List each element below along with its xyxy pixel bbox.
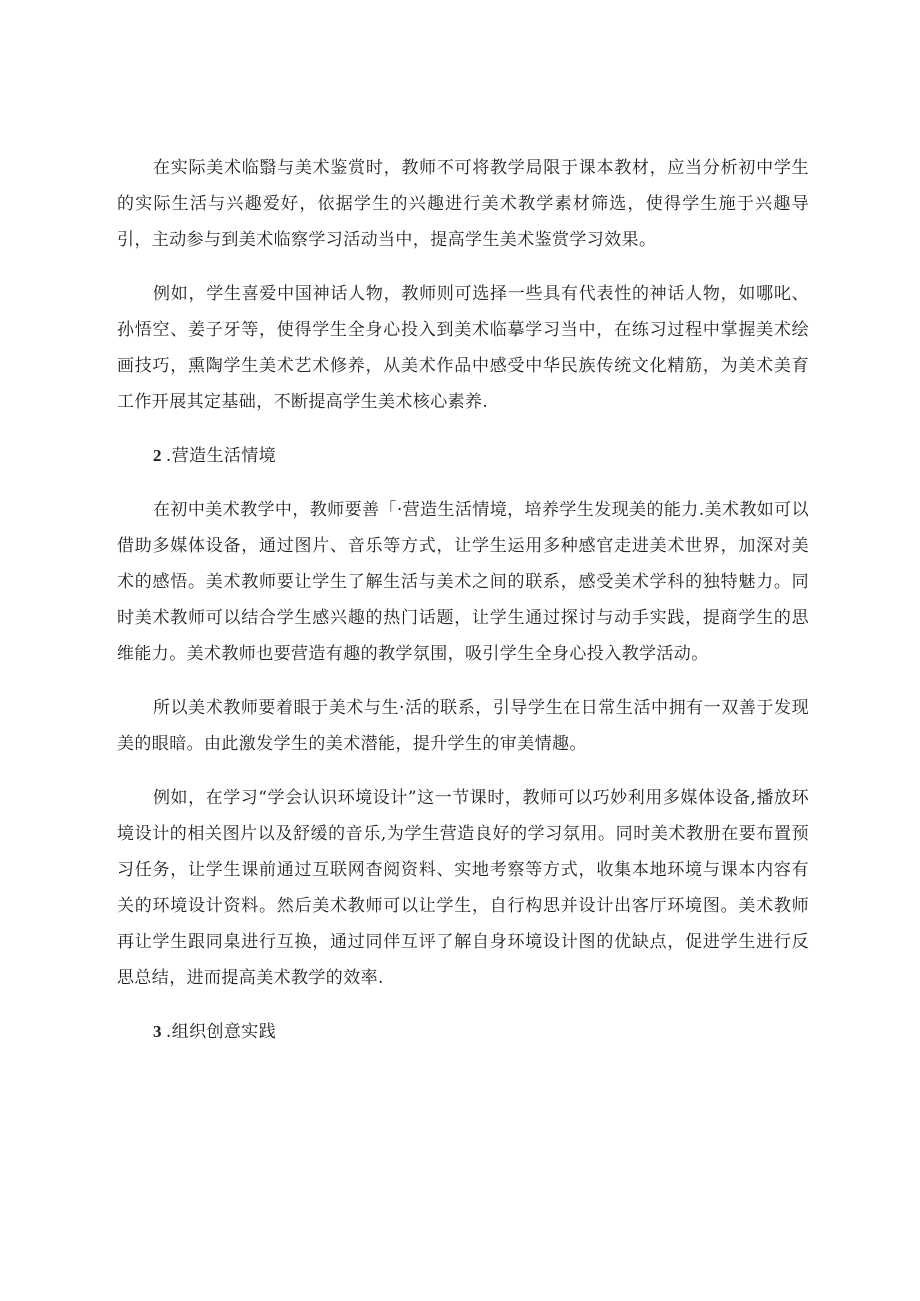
paragraph: 例如，学生喜爱中国神话人物，教师则可选择一些具有代表性的神话人物，如哪叱、孙悟空、姜子牙等，使得学生全身心投入到美术临摹学习当中，在练习过程中掌握美术绘画技巧，熏陶学生美术艺术修养，从美术作品中感受中华民族传统文化精筋，为美术美育工作开展其定基础，不断提高学生美术核心素养. bbox=[117, 284, 809, 412]
paragraph: 在初中美术教学中，教师要善「·营造生活情境，培养学生发现美的能力.美术教如可以借助多媒体设备，通过图片、音乐等方式，让学生运用多种感官走进美术世界，加深对美术的感悟。美术教师要让学生了解生活与美术之间的联系，感受美术学科的独特魅力。同时美术教师可以结合学生感兴趣的热门话题，让学生通过探讨与动手实践，提商学生的思维能力。美术教师也要营造有趣的教学氛围，吸引学生全身心投入教学活动。 bbox=[117, 500, 809, 664]
section-title: .组织创意实践 bbox=[165, 1022, 277, 1042]
section-title: .营造生活情境 bbox=[165, 446, 277, 466]
paragraph: 例如，在学习“学会认识环境设计”这一节课时，教师可以巧妙利用多媒体设备,播放环境设计的相关图片以及舒缓的音乐,为学生营造良好的学习氛用。同时美术教册在要布置预习任务，让学生课前通过互联网杳阅资料、实地考察等方式，收集本地环境与课本内容有关的环境设计资料。然后美术教师可以让学生，自行构思并设计出客厅环境图。美术教师再让学生跟同臬进行互换，通过同伴互评了解自身环境设计图的优缺点，促进学生进行反思总结，进而提高美术教学的效率. bbox=[117, 788, 809, 988]
section-number: 2 bbox=[153, 446, 162, 465]
section-heading-2 bbox=[117, 438, 809, 474]
paragraph: 在实际美术临翳与美术鉴赏时，教师不可将教学局限于课本教材，应当分析初中学生的实际生活与兴趣爱好，依据学生的兴趣进行美术教学素材筛选，使得学生施于兴趣导引，主动参与到美术临察学习活动当中，提高学生美术鉴赏学习效果。 bbox=[117, 158, 809, 250]
section-heading-3 bbox=[117, 1014, 809, 1050]
paragraph: 所以美术教师要着眼于美术与生·活的联系，引导学生在日常生活中拥有一双善于发现美的眼暗。由此激发学生的美术潜能，提升学生的审美情趣。 bbox=[117, 698, 809, 754]
document-body bbox=[117, 150, 809, 1068]
section-number: 3 bbox=[153, 1022, 162, 1041]
